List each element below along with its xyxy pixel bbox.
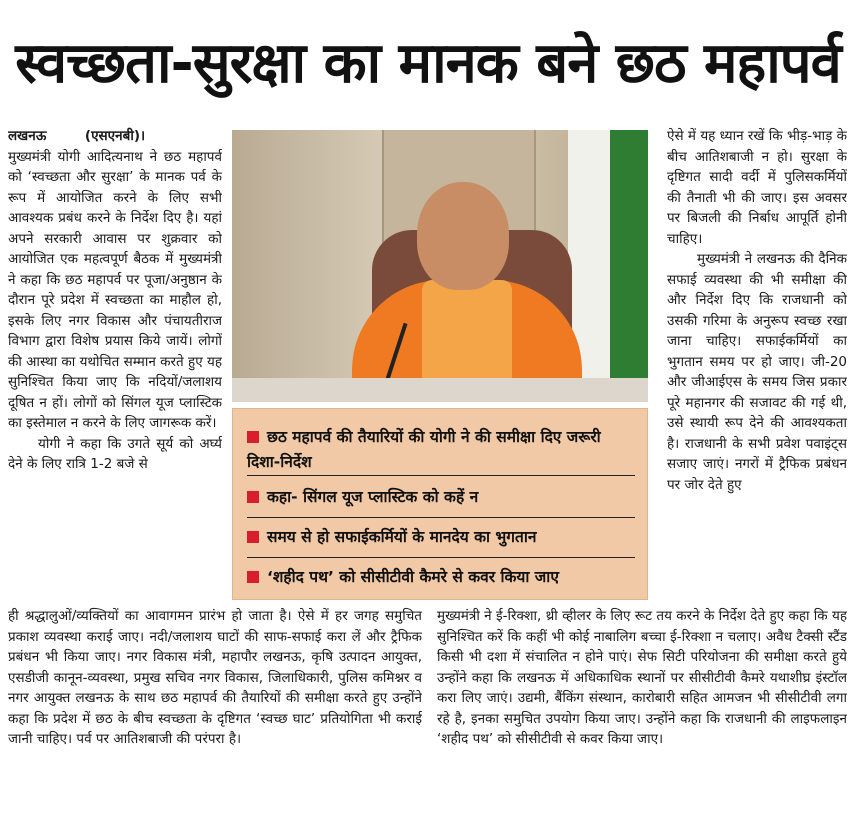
highlight-item: कहा- सिंगल यूज प्लास्टिक को कहें न (247, 485, 635, 510)
paragraph: मुख्यमंत्री योगी आदित्यनाथ ने छठ महापर्व को ‘स्वच्छता और सुरक्षा’ के मानक पर्व के रूप में आयोजित करने के लिए सभी आवश्यक प्रबंध करने के निर्देश दिए है। यहां अपने सरकारी आवास पर शुक्रवार को आयोजित एक महत्वपूर्ण बैठक में मुख्यमंत्री ने कहा कि छठ महापर्व पर पूजा/अनुष्ठान के दौरान पूरे प्रदेश में स्वच्छता का माहौल हो, इसके लिए नगर विकास और पंचायतीराज विभाग द्वारा विशेष प्रयास किये जायें। लोगों की आस्था का यथोचित सम्मान करते हुए यह सुनिश्चित किया जाए कि नदियों/जलाशय दूषित न हों। लोगों को सिंगल यूज प्लास्टिक का इस्तेमाल न करने के लिए जागरूक करें। (8, 148, 222, 431)
bullet-square-icon (247, 571, 259, 583)
highlights-box (232, 408, 648, 600)
paragraph: मुख्यमंत्री ने लखनऊ की दैनिक सफाई व्यवस्था की भी समीक्षा की और निर्देश दिए कि राजधानी को उसकी गरिमा के अनुरूप स्वच्छ रखा जाना चाहिए। सफाईकर्मियों का भुगतान समय पर हो जाए। जी-20 और जीआईएस के समय जिस प्रकार पूरे महानगर की सजावट की गई थी, उसे स्थायी रूप देने की आवश्यकता है। राजधानी के सभी प्रवेश पवाइंट्स सजाए जाएं। नगरों में ट्रैफिक प्रबंधन पर जोर देते हुए (667, 251, 847, 493)
article-bottom-right (437, 606, 847, 811)
bullet-square-icon (247, 431, 259, 443)
paragraph: मुख्यमंत्री ने ई-रिक्शा, थ्री व्हीलर के लिए रूट तय करने के निर्देश देते हुए कहा कि यह सुनिश्चित करें कि कहीं भी कोई नाबालिग बच्चा ई-रिक्शा न चलाए। अवैध टैक्सी स्टैंड किसी भी दशा में संचालित न होने पाएं। सेफ सिटी परियोजना की समीक्षा करते हुये उन्होंने कहा कि लखनऊ में अधिकाधिक स्थानों पर सीसीटीवी कैमरे यथाशीघ्र इंस्टॉल करा लिए जाएं। उद्यमी, बैंकिंग संस्थान, कारोबारी सहित आमजन भी सीसीटीवी लगा रहे है, इनका समुचित उपयोग किया जाए। उन्होंने कहा कि राजधानी की लाइफलाइन ‘शहीद पथ’ को सीसीटीवी से कवर किया जाए। (437, 608, 847, 747)
divider (247, 475, 635, 476)
bullet-square-icon (247, 531, 259, 543)
bullet-square-icon (247, 491, 259, 503)
article-left-column (8, 126, 222, 596)
dateline (8, 126, 222, 147)
paragraph: योगी ने कहा कि उगते सूर्य को अर्घ्य देने के लिए रात्रि 1-2 बजे से (8, 435, 222, 472)
article-right-column (667, 126, 847, 606)
paragraph: ऐसे में यह ध्यान रखें कि भीड़-भाड़ के बीच आतिशबाजी न हो। सुरक्षा के दृष्टिगत सादी वर्दी में पुलिसकर्मियों की तैनाती भी की जाए। इस अवसर पर बिजली की निर्बाध आपूर्ति होनी चाहिए। (667, 128, 847, 247)
divider (247, 557, 635, 558)
paragraph: ही श्रद्धालुओं/व्यक्तियों का आवागमन प्रारंभ हो जाता है। ऐसे में हर जगह समुचित प्रकाश व्यवस्था कराई जाए। नदी/जलाशय घाटों की साफ-सफाई करा लें और ट्रैफिक प्रबंधन भी किया जाए। नगर विकास मंत्री, महापौर लखनऊ, कृषि उत्पादन आयुक्त, एसडीजी कानून-व्यवस्था, प्रमुख सचिव नगर विकास, जिलाधिकारी, पुलिस कमिश्नर व नगर आयुक्त लखनऊ के साथ छठ महापर्व की तैयारियों की समीक्षा करते हुए उन्होंने कहा कि प्रदेश में छठ के बीच स्वच्छता के दृष्टिगत ‘स्वच्छ घाट’ प्रतियोगिता भी कराई जानी चाहिए। पर्व पर आतिशबाजी की परंपरा है। (8, 608, 422, 747)
news-photo (232, 130, 648, 402)
article-bottom-left (8, 606, 422, 811)
dateline-place: लखनऊ (8, 128, 47, 144)
divider (247, 517, 635, 518)
dateline-agency: (एसएनबी)। (84, 128, 146, 144)
headline: स्वच्छता-सुरक्षा का मानक बने छठ महापर्व (15, 31, 841, 96)
highlight-item: समय से हो सफाईकर्मियों के मानदेय का भुगतान (247, 525, 635, 550)
highlight-item: ‘शहीद पथ’ को सीसीटीवी कैमरे से कवर किया जाए (247, 565, 635, 590)
highlight-item: छठ महापर्व की तैयारियों की योगी ने की समीक्षा दिए जरूरी दिशा-निर्देश (247, 428, 601, 471)
